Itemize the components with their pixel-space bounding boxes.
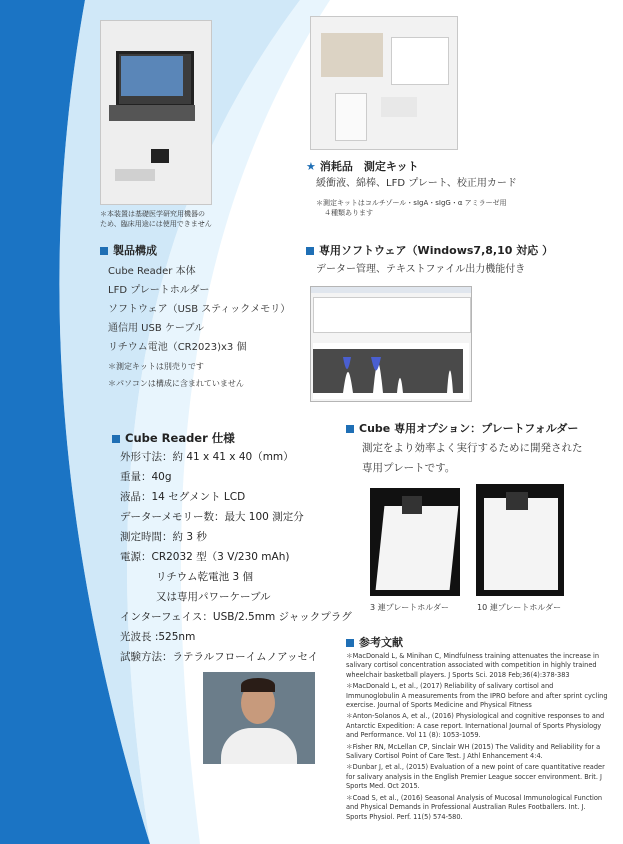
product-item: Cube Reader 本体 [108,266,196,277]
screenshot-graph [313,343,469,399]
athlete-photo [203,672,315,764]
kit-box-white-shape [391,37,449,85]
spec-row: 光波長 :525nm [120,631,196,643]
spec-row: 試験方法：ラテラルフローイムノアッセイ [120,651,319,663]
screenshot-table [313,297,471,333]
spec-heading-text: Cube Reader 仕様 [125,431,235,445]
spec-list [120,447,352,667]
option-desc [362,438,583,478]
photo1-note-line1: ＊本装置は基礎医学研究用機器の [100,210,205,218]
software-desc: データー管理、テキストファイル出力機能付き [316,264,526,275]
product-item: 通信用 USB ケーブル [108,323,204,334]
consumables-heading-text: 消耗品 測定キット [319,160,419,173]
device-laptop-photo [100,20,212,205]
ref-item: ＊Fisher RN, McLellan CP, Sinclair WH (2015) The Validity and Reliability for a Salivary Cortisol Point of Care Test. J Athl Enhancement 4:4. [346,742,601,761]
option-heading-text: Cube 専用オプション：プレートフォルダー [359,422,579,435]
product-heading-text: 製品構成 [113,244,157,257]
square-bullet-icon [112,435,120,443]
holder-reader-shape [506,492,528,510]
consumables-note-line2: ４種類あります [324,209,373,217]
kit-bottles-shape [381,97,417,117]
kit-box-shape [321,33,383,77]
spec-heading [112,430,235,446]
product-heading [100,242,157,258]
plate-holder-10-caption: 10 連プレートホルダー [477,603,562,612]
software-screenshot [310,286,472,402]
square-bullet-icon [100,247,108,255]
holder-board-shape [376,506,459,590]
option-desc-line2: 専用プレートです。 [362,462,456,474]
photo1-note [100,209,240,229]
square-bullet-icon [306,247,314,255]
ref-item: ＊MacDonald L, & Minihan C, Mindfulness training attenuates the increase in salivary cortisol concentration associated with competition in highly trained wheelchair basketball players. J Sports Sci. 2018 Feb;36(4):378-383 [346,652,600,679]
kit-pouch-shape [335,93,367,141]
test-kit-photo [310,16,458,150]
product-item: リチウム電池（CR2023)x3 個 [108,342,247,353]
spec-row: データーメモリー数：最大 100 測定分 [120,511,304,523]
spec-row: 電源：CR2032 型（3 V/230 mAh) [120,551,290,563]
software-heading [306,242,553,258]
consumables-note-line1: ＊測定キットはコルチゾール・sIgA・sIgG・α アミラーゼ用 [316,199,507,207]
spec-row: 又は専用パワーケーブル [156,591,271,603]
product-note: ＊測定キットは別売りです [108,362,204,371]
product-list [108,262,290,391]
kit-items-shape [115,169,155,181]
option-heading [346,420,578,436]
spec-row: 外形寸法：約 41 x 41 x 40（mm） [120,451,294,463]
spec-row: リチウム乾電池 3 個 [156,571,254,583]
plate-holder-3-caption: 3 連プレートホルダー [370,603,449,612]
holder-reader-shape [402,496,422,514]
consumables-heading [306,158,419,174]
product-item: LFD プレートホルダー [108,285,210,296]
cube-reader-shape [151,149,169,163]
star-icon: ★ [306,160,316,173]
ref-item: ＊Dunbar J, et al., (2015) Evaluation of a new point of care quantitative reader for salivary analysis in the English Premier League soccer environment. Brit. J Sports Med. Oct 2015. [346,763,605,791]
square-bullet-icon [346,639,354,647]
screenshot-titlebar [311,287,471,293]
consumables-note [316,198,507,218]
spec-row: 重量：40g [120,471,172,483]
laptop-screen [121,56,183,96]
consumables-items: 緩衝液、綿棒、LFD プレート、校正用カード [316,178,517,189]
option-desc-line1: 測定をより効率よく実行するために開発された [362,442,583,454]
software-heading-text: 専用ソフトウェア（Windows7,8,10 対応 ） [319,244,554,257]
plate-holder-3-photo [370,488,460,596]
athlete-shirt-shape [221,728,297,764]
holder-board-shape [484,498,558,590]
refs-list [346,652,608,822]
refs-heading [346,634,403,650]
laptop-base [109,105,195,121]
ref-item: ＊Coad S, et al., (2016) Seasonal Analysis of Mucosal Immunological Function and Physical Demands in Professional Australian Rules Footballers. Int. J. Sports Physiol. Perf. 11(5) 574-580. [346,793,603,821]
plate-holder-10-photo [476,484,564,596]
spec-row: 測定時間：約 3 秒 [120,531,207,543]
spec-row: 液晶：14 セグメント LCD [120,491,246,503]
square-bullet-icon [346,425,354,433]
spec-row: インターフェイス：USB/2.5mm ジャックプラグ [120,611,352,623]
photo1-note-line2: ため、臨床用途には使用できません [100,220,212,228]
ref-item: ＊Anton-Solanos A, et al., (2016) Physiological and cognitive responses to and Antarctic Expedition: A case report. International Journal of Sports Physiology and Performance. Vol 11 (8): 1053-1059. [346,712,605,740]
athlete-hair-shape [241,678,275,692]
refs-heading-text: 参考文献 [359,636,403,649]
product-note: ＊パソコンは構成に含まれていません [108,379,244,388]
product-item: ソフトウェア（USB スティックメモリ） [108,304,291,315]
ref-item: ＊MacDonald L, et al., (2017) Reliability of salivary cortisol and Immunoglobulin A measurements from the IPRO before and after sprint cycling exercise. Journal of Sports Medicine and Physical Fitness [346,682,608,710]
